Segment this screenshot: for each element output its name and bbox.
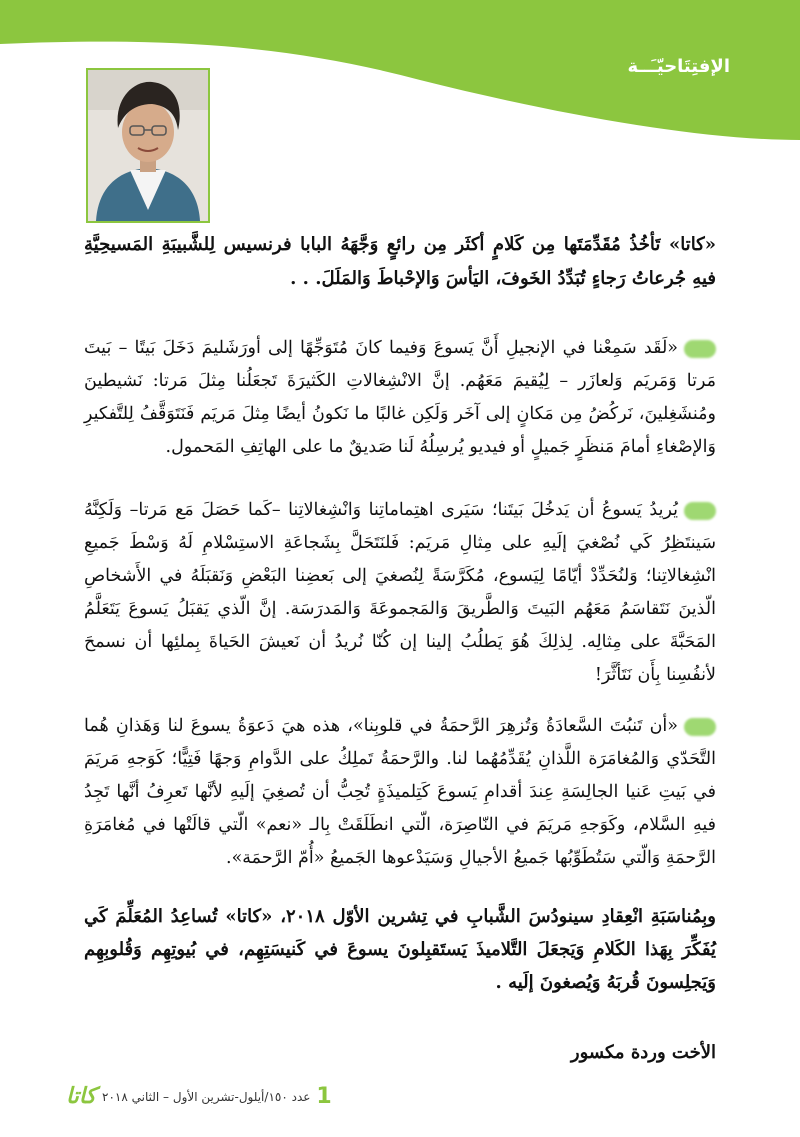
intro-text: «كاتا» تَأخُذُ مُقَدِّمَتَها مِن كَلامٍ أكثَر مِن رائعٍ وَجَّهَهُ البابا فرنسيس لِلشَّبيبَةِ المَسيحِيَّةِ فيهِ جُرعاتُ رَجاءٍ تُبَدِّدُ الخَوفَ، اليَأسَ وَالإحْباطَ وَالمَلَلَ. . . [84,234,716,289]
highlight-marker [684,502,716,520]
paragraph-text: يُريدُ يَسوعُ أن يَدخُلَ بَيتَنا؛ سَيَرى اهتِماماتِنا وَانْشِغالاتِنا –كَما حَصَلَ مَع مَرتا– وَلَكِنَّهُ سَينتَظِرُ كَي نُصْغيَ إلَيهِ على مِثالِ مَريَم: فَلنَتَحَلَّ بِشَجاعَةِ الاستِسْلامِ لَهُ وَسْطَ جَميعِ انْشِغالاتِنا؛ وَلنُحَدِّدْ أيّامًا لِيَسوع، مُكَرَّسَةً لِنُصغيَ إلى بَعضِنا البَعْضِ وَنَقبَلَهُ في الأَشخاصِ الّذينَ نَتَقاسَمُ مَعَهُم البَيتَ وَالطَّريقَ وَالمَجموعَةَ وَالمَدرَسَة. إنَّ الّذي يَقبَلُ يَسوعَ يَتَعَلَّمُ المَحَبَّةَ على مِثالِه. لِذلِكَ هُوَ يَطلُبُ إلينا إن كُنّا نُريدُ أن نَعيشَ الحَياةَ بِملئِها أن نسمحَ لأنفُسِنا بِأَن نَتَأثَّرَ! [84,500,716,685]
paragraph-text: «أن تَنبُتَ السَّعادَةُ وَتُزهِرَ الرَّحمَةُ في قلوبِنا»، هذه هيَ دَعوَةُ يسوعَ لنا وَهَذانِ هُما التَّحَدّي وَالمُغامَرَة اللَّذانِ يُقَدِّمُهُما لنا. والرَّحمَةُ تَملِكُ على الدَّوامِ وَجهًا فَتِيًّا؛ كَوَجهِ مَريَمَ في بَيتِ عَنيا الجالِسَةِ عِندَ أقدامِ يَسوعَ كَتِلميذَةٍ تُحِبُّ أن تُصغِيَ إلَيهِ لأنَّها تَعرِفُ أنَّها تَجِدُ فيهِ السَّلام، وكَوَجهِ مَريَمَ في النّاصِرَة، الّتي انطَلَقَتْ بِالـ «نعم» الّتي قالَتْها في مُغامَرَةِ الرَّحمَةِ وَالّتي سَتُطَوِّبُها جَميعُ الأجيالِ وَسَيَدْعوها الجَميعُ «أُمّ الرَّحمَة». [84,716,716,868]
author-signature: الأخت وردة مكسور [570,1042,716,1063]
paragraph-1 [84,332,716,464]
paragraph-2 [84,494,716,692]
highlight-marker [684,718,716,736]
section-title: الإفتِتَاحيّـَــة [627,56,730,77]
issue-info: عدد ١٥٠/أيلول-تشرين الأول – الثاني ٢٠١٨ [102,1089,311,1104]
magazine-logo: كاتا [66,1084,97,1109]
paragraph-text: وبِمُناسَبَةِ انْعِقادِ سينودُسَ الشَّبابِ في تِشرين الأوّل ٢٠١٨، «كاتا» تُساعِدُ المُعَلِّمَ كَي يُفَكِّرَ بِهَذا الكَلامِ وَيَجعَلَ التَّلاميذَ يَستَقبِلونَ يسوعَ في كَنيسَتِهِم، في بُيوتِهِم وَقُلوبِهِم وَيَجلِسونَ قُربَهُ وَيُصغونَ إلَيه . [84,906,716,993]
page-number: 1 [316,1084,332,1109]
highlight-marker [684,340,716,358]
paragraph-text: «لَقَد سَمِعْنا في الإنجيلِ أَنَّ يَسوعَ وَفيما كانَ مُتَوَجِّهًا إلى أورَشَليمَ دَخَلَ بَيتًا – بَيتَ مَرتا وَمَريَم وَلعازَر – لِيُقيمَ مَعَهُم. إنَّ الانْشِغالاتِ الكَثيرَةَ تَجعَلُنا مِثلَ مَرتا: نَشيطينَ ومُنشَغِلينَ، نَركُضُ مِن مَكانٍ إلى آخَر وَلَكِن غالبًا ما نَكونُ أيضًا مِثلَ مَريَم فَنَتَوَقَّفُ لِلتَّفكيرِ وَالإصْغاءِ أمامَ مَنظَرٍ جَميلٍ أو فيديو يُرسِلُهُ لَنا صَديقٌ ما على الهاتِفِ المَحمول. [84,338,716,457]
paragraph-4 [84,900,716,999]
paragraph-3 [84,710,716,875]
intro-paragraph [84,228,716,296]
page-footer [66,1084,332,1109]
author-photo [86,68,210,223]
